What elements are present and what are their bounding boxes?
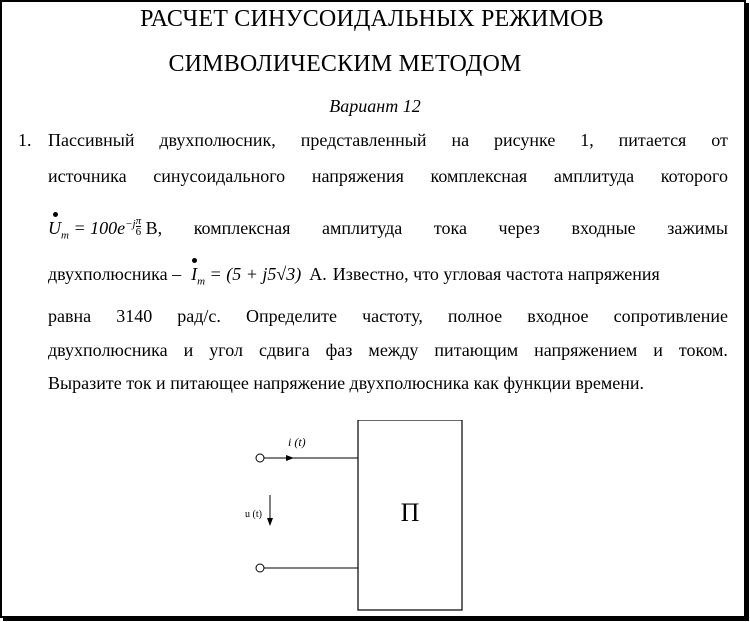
problem-number: 1.	[18, 130, 32, 150]
circuit-diagram	[230, 420, 480, 615]
title-line-2: СИМВОЛИЧЕСКИМ МЕТОДОМ	[168, 51, 522, 77]
problem-line-5	[48, 306, 728, 327]
voltage-subscript: m	[61, 229, 69, 242]
current-equation: = (5 + j5√3)	[209, 264, 302, 284]
current-subscript: m	[197, 275, 206, 288]
fraction-denominator: 6	[135, 226, 142, 238]
voltage-symbol: U	[48, 218, 61, 238]
word: фаз	[325, 340, 353, 360]
word: комплексная	[430, 166, 528, 186]
problem-line-7	[48, 373, 728, 394]
problem-line-1	[48, 130, 728, 151]
word: двухполюсника	[48, 340, 168, 360]
voltage-formula	[48, 216, 162, 242]
word: Пассивный	[48, 130, 135, 150]
word: сдвига	[258, 340, 310, 360]
voltage-unit: В,	[145, 218, 163, 238]
voltage-arrow-head	[267, 518, 273, 526]
word: источника	[48, 166, 127, 186]
line7-text: Выразите ток и питающее напряжение двухполюсника как функции времени.	[48, 373, 644, 393]
voltage-exponent-fraction	[136, 216, 142, 237]
word: входное	[527, 306, 589, 326]
word: амплитуда	[553, 166, 635, 186]
voltage-label: u (t)	[245, 509, 262, 520]
word: напряжения	[311, 166, 404, 186]
word: которого	[660, 166, 728, 186]
word: частоту,	[362, 306, 423, 326]
current-label: i (t)	[288, 435, 306, 449]
bottom-terminal	[256, 564, 264, 572]
box-label: П	[400, 498, 420, 527]
current-formula	[191, 264, 301, 288]
word: синусоидального	[153, 166, 286, 186]
word: равна	[48, 306, 92, 326]
word: питается	[618, 130, 687, 150]
problem-line-3	[48, 216, 728, 242]
voltage-exponent-prefix: −j	[125, 218, 136, 230]
word: и	[653, 340, 663, 360]
title-line-1: РАСЧЕТ СИНУСОИДАЛЬНЫХ РЕЖИМОВ	[140, 6, 604, 32]
word: на	[451, 130, 470, 150]
word: полное	[447, 306, 503, 326]
word: рад/с.	[177, 306, 221, 326]
word: рисунке	[494, 130, 556, 150]
current-arrow	[286, 455, 294, 461]
word: через	[498, 218, 540, 238]
word: 1,	[580, 130, 594, 150]
word: от	[711, 130, 728, 150]
top-terminal	[256, 454, 264, 462]
word: тока	[433, 218, 467, 238]
word: зажимы	[667, 218, 728, 238]
problem-line-6	[48, 340, 728, 361]
current-unit: А.	[309, 264, 327, 284]
word: угол	[209, 340, 243, 360]
word: Определите	[246, 306, 338, 326]
word: напряжением	[534, 340, 638, 360]
word: сопротивление	[613, 306, 728, 326]
problem-line-2	[48, 166, 728, 187]
word: входные	[571, 218, 636, 238]
line4-prefix: двухполюсника –	[48, 264, 182, 284]
word: двухполюсник,	[159, 130, 276, 150]
variant-label: Вариант 12	[329, 96, 421, 116]
line4-suffix: Известно, что угловая частота напряжения	[332, 264, 660, 284]
word: питающим	[434, 340, 519, 360]
word: током.	[678, 340, 728, 360]
word: 3140	[116, 306, 153, 326]
word: амплитуда	[321, 218, 403, 238]
word: и	[183, 340, 194, 360]
problem-line-4	[48, 264, 728, 288]
current-symbol: I	[191, 264, 198, 284]
fraction-numerator: π	[135, 215, 142, 227]
voltage-equation: = 100e	[73, 218, 126, 238]
word: комплексная	[193, 218, 291, 238]
word: представленный	[300, 130, 427, 150]
word: между	[368, 340, 419, 360]
